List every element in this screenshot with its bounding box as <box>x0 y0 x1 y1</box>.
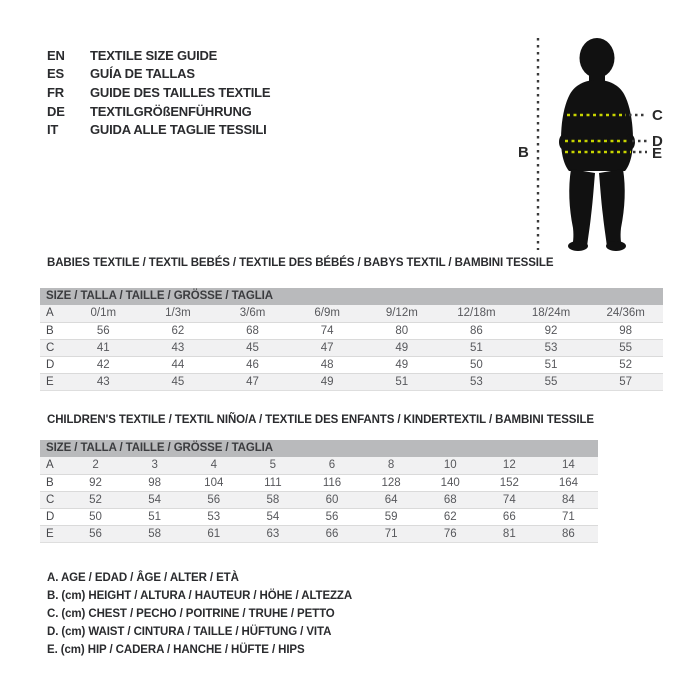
size-cell: 68 <box>246 324 259 337</box>
size-cell: 6/9m <box>314 307 340 320</box>
language-list <box>47 46 270 139</box>
size-cell: 10 <box>443 459 457 472</box>
row-label: B <box>46 476 54 489</box>
size-cell: 47 <box>246 375 259 388</box>
children-size-table <box>40 440 598 543</box>
table-row <box>40 305 663 322</box>
size-cell: 76 <box>443 527 457 540</box>
size-cell: 55 <box>544 375 558 388</box>
size-cell: 152 <box>499 476 519 489</box>
size-cell: 4 <box>210 459 217 472</box>
height-label: B <box>518 144 529 161</box>
row-label: D <box>46 358 55 371</box>
size-cell: 12/18m <box>457 307 496 320</box>
size-header-bar: SIZE / TALLA / TAILLE / GRÖSSE / TAGLIA <box>40 440 598 457</box>
table-row <box>40 457 598 474</box>
size-cell: 64 <box>384 493 398 506</box>
table-row <box>40 474 598 491</box>
size-cell: 51 <box>395 375 409 388</box>
size-cell: 52 <box>619 358 633 371</box>
language-title: GUIDA ALLE TAGLIE TESSILI <box>90 122 267 138</box>
size-cell: 60 <box>325 493 339 506</box>
size-cell: 18/24m <box>531 307 571 320</box>
size-cell: 98 <box>148 476 162 489</box>
size-cell: 71 <box>562 510 575 523</box>
table-row <box>40 491 598 508</box>
size-cell: 0/1m <box>90 307 117 320</box>
language-code: FR <box>47 84 64 100</box>
size-cell: 98 <box>619 324 633 337</box>
legend-line: B. (cm) HEIGHT / ALTURA / HAUTEUR / HÖHE / ALTEZZA <box>47 590 353 602</box>
size-cell: 51 <box>148 510 162 523</box>
size-cell: 80 <box>395 324 409 337</box>
size-cell: 24/36m <box>606 307 645 320</box>
size-cell: 74 <box>320 324 334 337</box>
size-cell: 58 <box>148 527 162 540</box>
language-code: IT <box>47 122 59 138</box>
size-cell: 86 <box>470 324 483 337</box>
size-cell: 56 <box>207 493 221 506</box>
size-cell: 92 <box>89 476 102 489</box>
size-cell: 3/6m <box>239 307 266 320</box>
size-cell: 42 <box>96 358 110 371</box>
size-cell: 84 <box>562 493 575 506</box>
size-cell: 49 <box>320 375 334 388</box>
row-label: D <box>46 510 55 523</box>
size-cell: 53 <box>544 341 558 354</box>
size-cell: 116 <box>322 476 342 489</box>
size-cell: 62 <box>443 510 457 523</box>
size-cell: 44 <box>171 358 185 371</box>
size-cell: 53 <box>207 510 221 523</box>
size-cell: 53 <box>470 375 483 388</box>
language-title: TEXTILE SIZE GUIDE <box>90 47 218 63</box>
size-cell: 74 <box>502 493 516 506</box>
size-cell: 56 <box>325 510 339 523</box>
language-code: ES <box>47 66 64 82</box>
size-cell: 43 <box>171 341 185 354</box>
size-cell: 3 <box>151 459 158 472</box>
size-cell: 56 <box>96 324 110 337</box>
size-cell: 5 <box>269 459 277 472</box>
language-row <box>47 83 270 102</box>
language-row <box>47 46 270 65</box>
size-cell: 1/3m <box>165 307 191 320</box>
row-label: A <box>46 459 54 472</box>
child-silhouette-graphic <box>505 30 685 268</box>
size-cell: 56 <box>89 527 102 540</box>
row-label: E <box>46 375 54 388</box>
size-cell: 57 <box>619 375 633 388</box>
size-cell: 61 <box>207 527 221 540</box>
size-cell: 51 <box>470 341 483 354</box>
size-cell: 86 <box>562 527 575 540</box>
size-cell: 52 <box>89 493 102 506</box>
row-label: C <box>46 341 55 354</box>
language-code: EN <box>47 47 65 63</box>
size-cell: 128 <box>381 476 401 489</box>
table-row <box>40 339 663 356</box>
size-cell: 111 <box>264 476 282 489</box>
language-title: TEXTILGRÖßENFÜHRUNG <box>90 103 252 119</box>
legend-line: E. (cm) HIP / CADERA / HANCHE / HÜFTE / HIPS <box>47 644 305 656</box>
size-cell: 46 <box>246 358 259 371</box>
waist-label: D <box>652 133 663 150</box>
size-cell: 50 <box>470 358 483 371</box>
size-cell: 12 <box>502 459 516 472</box>
table-row <box>40 373 663 390</box>
child-silhouette <box>559 38 635 251</box>
size-cell: 58 <box>266 493 280 506</box>
language-title: GUIDE DES TAILLES TEXTILE <box>90 84 271 100</box>
legend-line: D. (cm) WAIST / CINTURA / TAILLE / HÜFTUNG / VITA <box>47 626 332 638</box>
size-cell: 59 <box>384 510 398 523</box>
chest-label: C <box>652 107 663 124</box>
size-cell: 45 <box>171 375 185 388</box>
size-cell: 41 <box>96 341 110 354</box>
measurement-figure <box>505 30 685 268</box>
size-cell: 68 <box>443 493 457 506</box>
table-row <box>40 356 663 373</box>
table-row <box>40 525 598 542</box>
size-cell: 63 <box>266 527 280 540</box>
size-cell: 140 <box>440 476 460 489</box>
row-label: A <box>46 307 54 320</box>
language-row <box>47 120 270 139</box>
legend-line: C. (cm) CHEST / PECHO / POITRINE / TRUHE / PETTO <box>47 608 335 620</box>
size-cell: 49 <box>395 358 409 371</box>
babies-section-title: BABIES TEXTILE / TEXTIL BEBÉS / TEXTILE DES BÉBÉS / BABYS TEXTIL / BAMBINI TESSILE <box>47 257 554 269</box>
size-header-bar: SIZE / TALLA / TAILLE / GRÖSSE / TAGLIA <box>40 288 663 305</box>
row-label: B <box>46 324 54 337</box>
size-cell: 45 <box>246 341 259 354</box>
size-cell: 92 <box>544 324 558 337</box>
children-section-title: CHILDREN'S TEXTILE / TEXTIL NIÑO/A / TEXTILE DES ENFANTS / KINDERTEXTIL / BAMBINI TESSILE <box>47 414 594 426</box>
language-code: DE <box>47 103 65 119</box>
babies-size-table <box>40 288 663 391</box>
size-cell: 66 <box>325 527 339 540</box>
size-cell: 9/12m <box>385 307 418 320</box>
table-row <box>40 508 598 525</box>
size-cell: 48 <box>320 358 334 371</box>
size-cell: 55 <box>619 341 633 354</box>
size-cell: 54 <box>148 493 162 506</box>
size-cell: 43 <box>96 375 110 388</box>
size-cell: 49 <box>395 341 409 354</box>
size-cell: 50 <box>89 510 102 523</box>
size-cell: 6 <box>328 459 336 472</box>
language-row <box>47 65 270 84</box>
size-cell: 71 <box>384 527 398 540</box>
measurement-legend <box>47 569 352 659</box>
size-cell: 8 <box>387 459 395 472</box>
language-row <box>47 102 270 121</box>
size-cell: 81 <box>502 527 516 540</box>
legend-line: A. AGE / EDAD / ÂGE / ALTER / ETÀ <box>47 572 239 584</box>
hip-label: E <box>652 145 663 162</box>
size-cell: 66 <box>502 510 516 523</box>
size-cell: 47 <box>320 341 334 354</box>
size-cell: 164 <box>558 476 579 489</box>
row-label: C <box>46 493 55 506</box>
row-label: E <box>46 527 54 540</box>
language-title: GUÍA DE TALLAS <box>90 66 195 82</box>
table-row <box>40 322 663 339</box>
size-cell: 2 <box>92 459 99 472</box>
size-cell: 62 <box>171 324 185 337</box>
size-cell: 54 <box>266 510 280 523</box>
size-cell: 104 <box>204 476 224 489</box>
size-cell: 14 <box>562 459 575 472</box>
size-cell: 51 <box>544 358 558 371</box>
